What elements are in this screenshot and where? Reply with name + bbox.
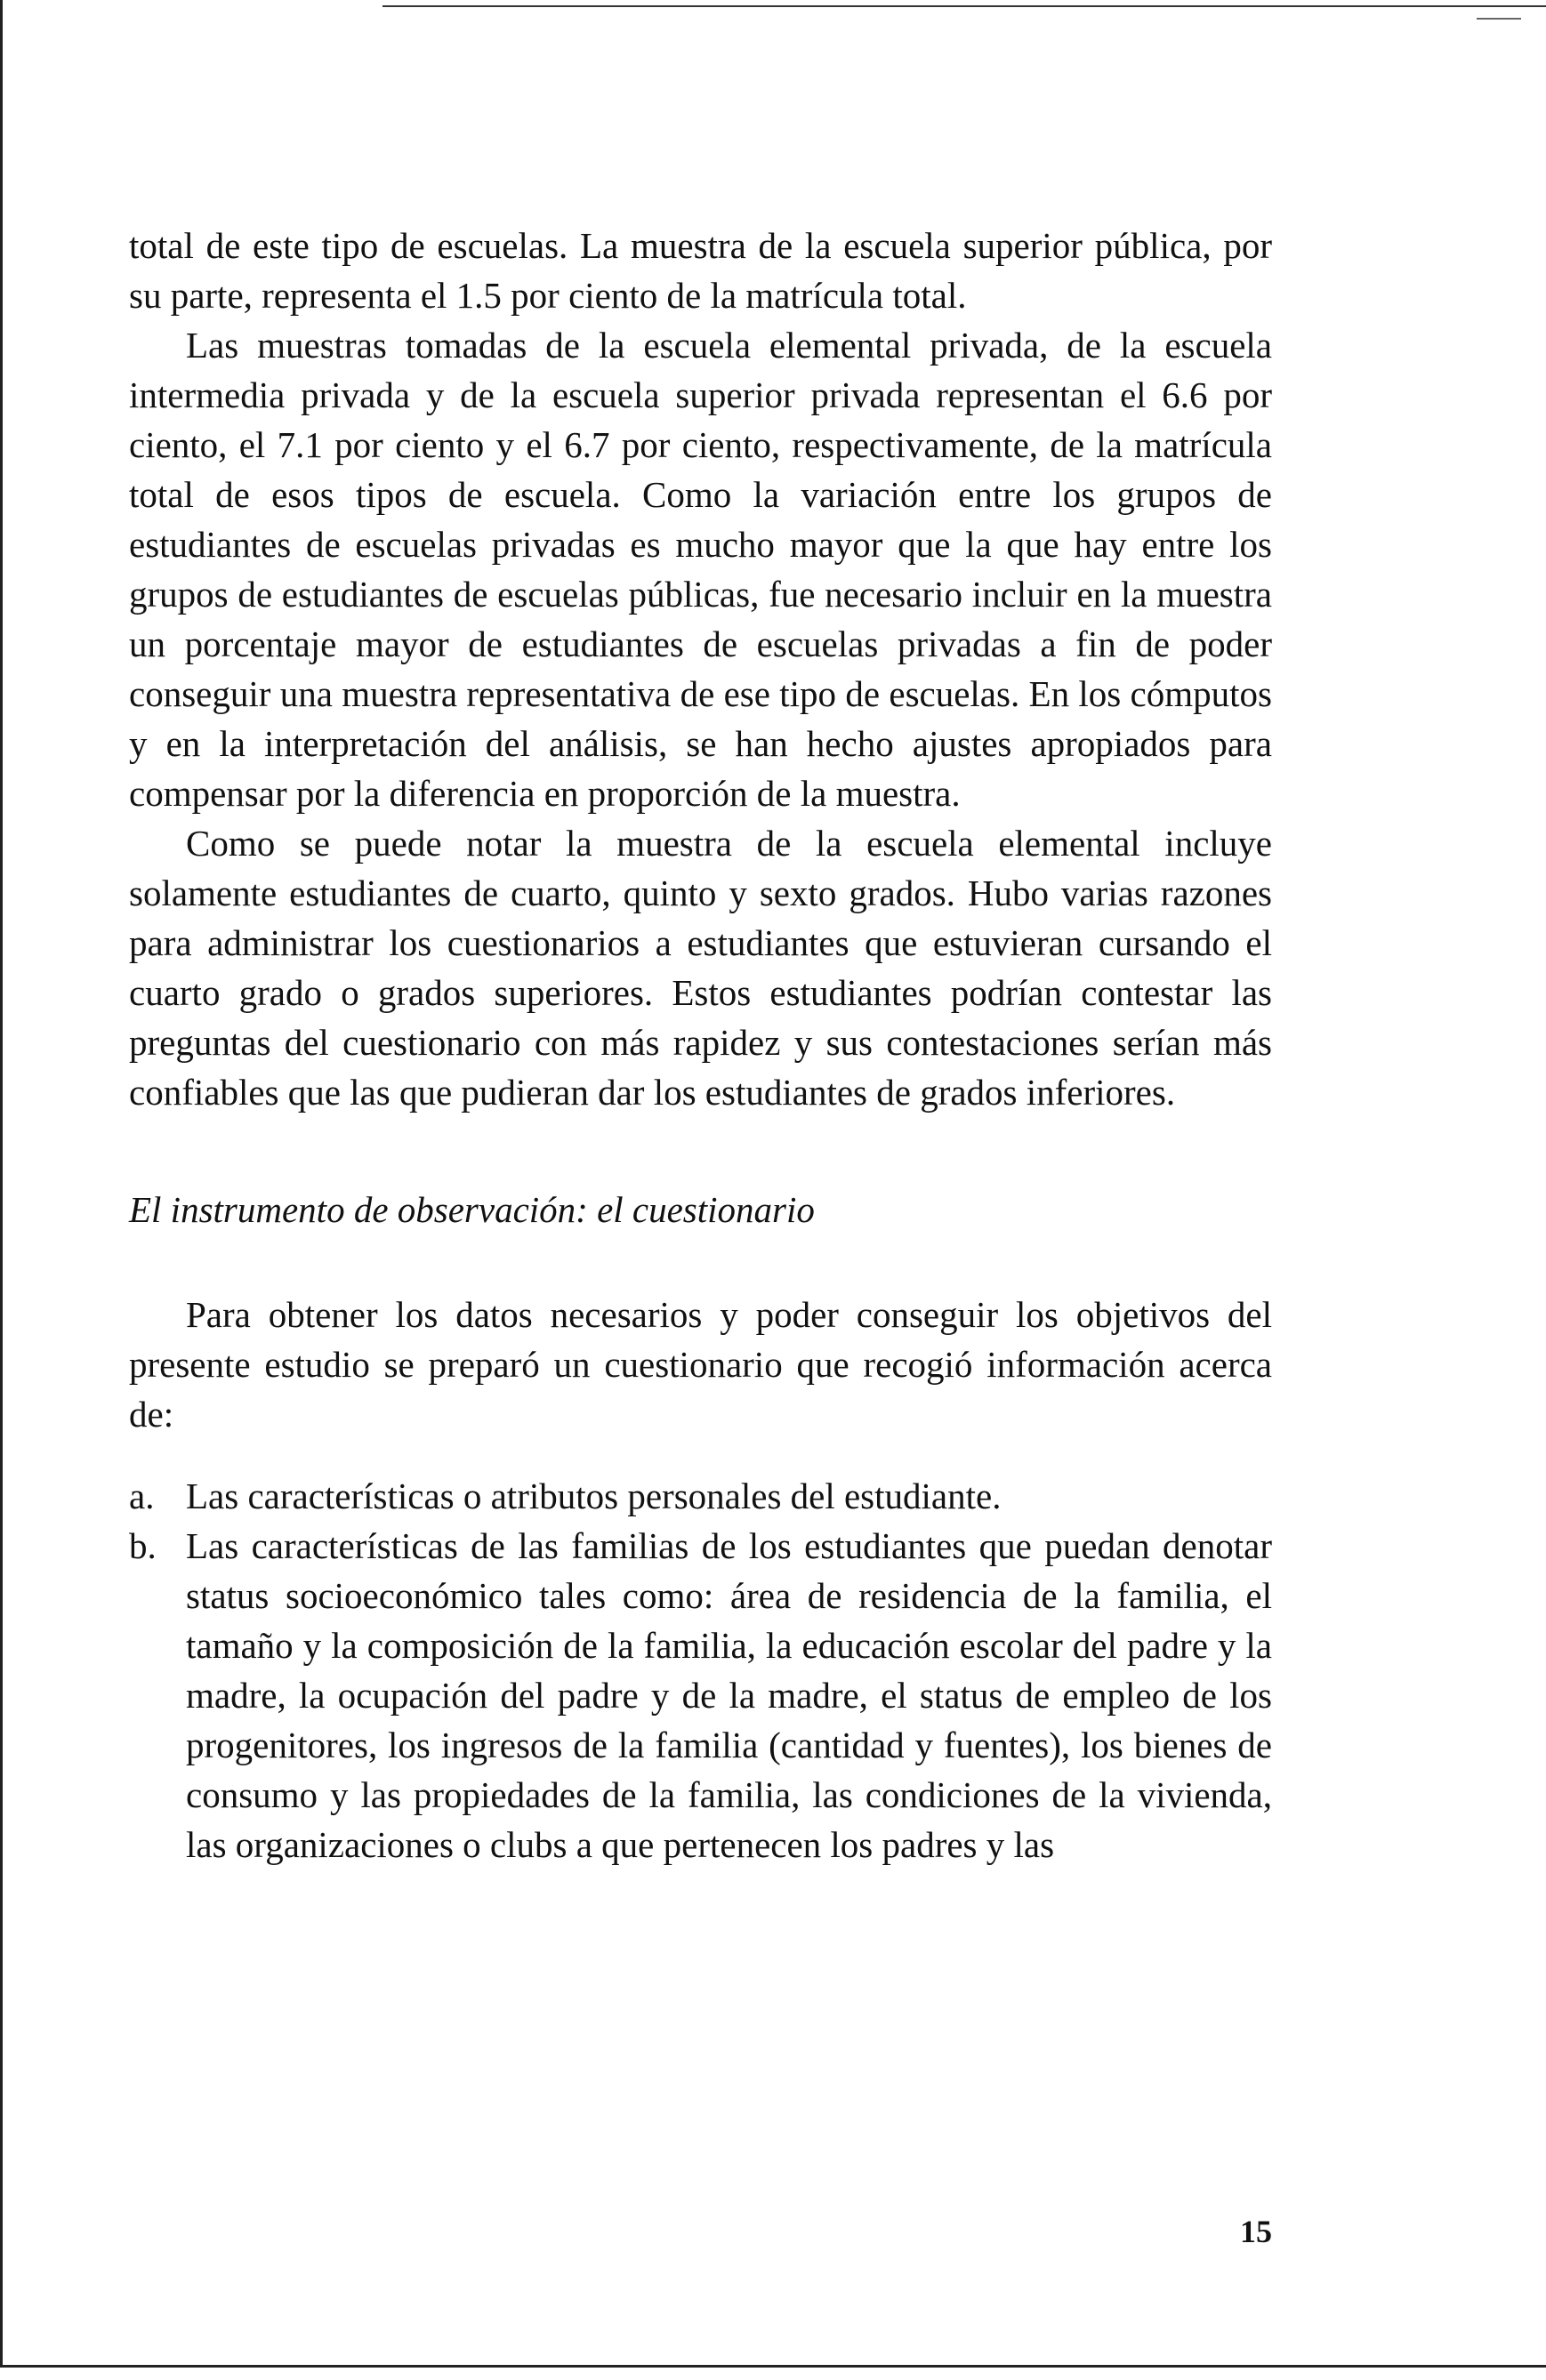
list-item	[129, 1471, 1272, 1521]
paragraph: Como se puede notar la muestra de la escuela elemental incluye solamente estudiantes de cuarto, quinto y sexto grados. Hubo varias razones para administrar los cuestionarios a estudiantes que estuvieran cursando el cuarto grado o grados superiores. Estos estudiantes podrían contestar las preguntas del cuestionario con más rapidez y sus contestaciones serían más confiables que las que pudieran dar los estudiantes de grados inferiores.	[129, 823, 1272, 1113]
page-body	[129, 221, 1272, 1869]
list-marker: a.	[129, 1475, 155, 1516]
information-list	[129, 1471, 1272, 1869]
scan-mark	[1477, 18, 1521, 20]
paragraph: total de este tipo de escuelas. La muestra de la escuela superior pública, por su parte, representa el 1.5 por ciento de la matrícula total.	[129, 225, 1272, 316]
section-heading: El instrumento de observación: el cuestionario	[129, 1189, 815, 1230]
scan-edge-bottom	[0, 2365, 1546, 2368]
list-item	[129, 1521, 1272, 1869]
scan-edge-top	[382, 5, 1546, 7]
list-marker: b.	[129, 1525, 157, 1566]
paragraph: Las muestras tomadas de la escuela elemental privada, de la escuela intermedia privada y de la escuela superior privada representan el 6.6 por ciento, el 7.1 por ciento y el 6.7 por ciento, respectivamente, de la matrícula total de esos tipos de escuela. Como la variación entre los grupos de estudiantes de escuelas privadas es mucho mayor que la que hay entre los grupos de estudiantes de escuelas públicas, fue necesario incluir en la muestra un porcentaje mayor de estudiantes de escuelas privadas a fin de poder conseguir una muestra representativa de ese tipo de escuelas. En los cómputos y en la interpretación del análisis, se han hecho ajustes apropiados para compensar por la diferencia en proporción de la muestra.	[129, 325, 1272, 814]
page-number: 15	[1240, 2214, 1272, 2249]
list-item-text: Las características de las familias de los estudiantes que puedan denotar status socioeconómico tales como: área de residencia de la familia, el tamaño y la composición de la familia, la educación escolar del padre y la madre, la ocupación del padre y de la madre, el status de empleo de los progenitores, los ingresos de la familia (cantidad y fuentes), los bienes de consumo y las propiedades de la familia, las condiciones de la vivienda, las organizaciones o clubs a que pertenecen los padres y las	[186, 1525, 1272, 1865]
scan-edge-left	[0, 0, 3, 2368]
list-item-text: Las características o atributos personales del estudiante.	[186, 1475, 1002, 1516]
section-intro: Para obtener los datos necesarios y poder conseguir los objetivos del presente estudio se preparó un cuestionario que recogió información acerca de:	[129, 1294, 1272, 1435]
